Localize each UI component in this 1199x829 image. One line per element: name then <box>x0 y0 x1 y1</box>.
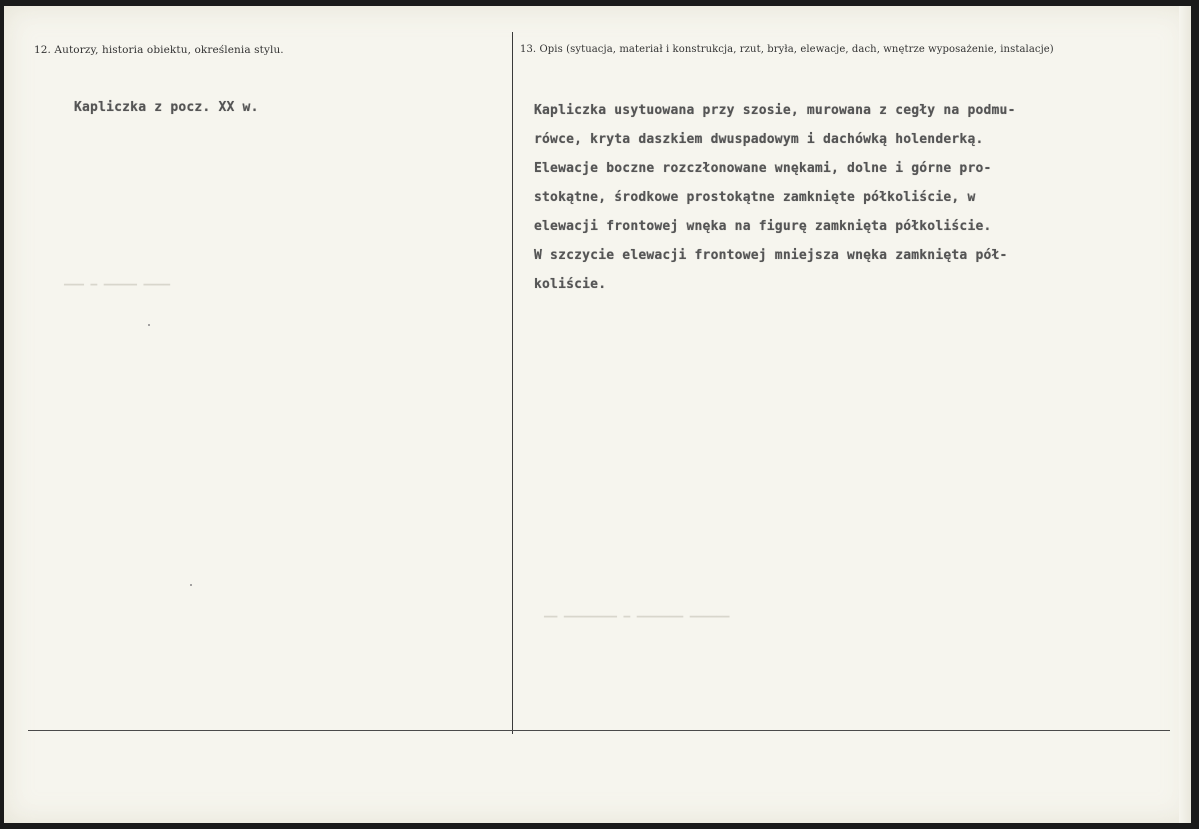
section-12-label: 12. Autorzy, historia obiektu, określenia stylu. <box>34 44 284 56</box>
column-divider <box>512 32 513 734</box>
description-line: W szczycie elewacji frontowej mniejsza wnęka zamknięta pół- <box>534 248 1008 263</box>
description-line: rówce, kryta daszkiem dwuspadowym i dachówką holenderką. <box>534 132 984 147</box>
section-13-label: 13. Opis (sytuacja, materiał i konstrukcja, rzut, bryła, elewacje, dach, wnętrze wyposażenie, instalacje) <box>520 44 1054 55</box>
section-13-text <box>534 98 1154 301</box>
bottom-rule <box>28 730 1170 731</box>
card-edge <box>1179 6 1191 823</box>
show-through-marks-2: ▔▔ ▔▔▔▔▔▔▔▔ ▔ ▔▔▔▔▔▔▔ ▔▔▔▔▔▔ <box>544 616 730 629</box>
description-line: Elewacje boczne rozczłonowane wnękami, dolne i górne pro- <box>534 161 992 176</box>
show-through-marks: ▔▔▔ ▔ ▔▔▔▔▔ ▔▔▔▔ <box>64 284 170 297</box>
description-line: stokątne, środkowe prostokątne zamknięte półkoliście, w <box>534 190 976 205</box>
speck <box>148 324 150 326</box>
description-line: elewacji frontowej wnęka na figurę zamknięta półkoliście. <box>534 219 992 234</box>
section-12-text: Kapliczka z pocz. XX w. <box>74 100 259 115</box>
description-line: koliście. <box>534 277 607 292</box>
description-line: Kapliczka usytuowana przy szosie, murowana z cegły na podmu- <box>534 103 1016 118</box>
record-card <box>4 6 1191 823</box>
speck <box>190 584 192 586</box>
